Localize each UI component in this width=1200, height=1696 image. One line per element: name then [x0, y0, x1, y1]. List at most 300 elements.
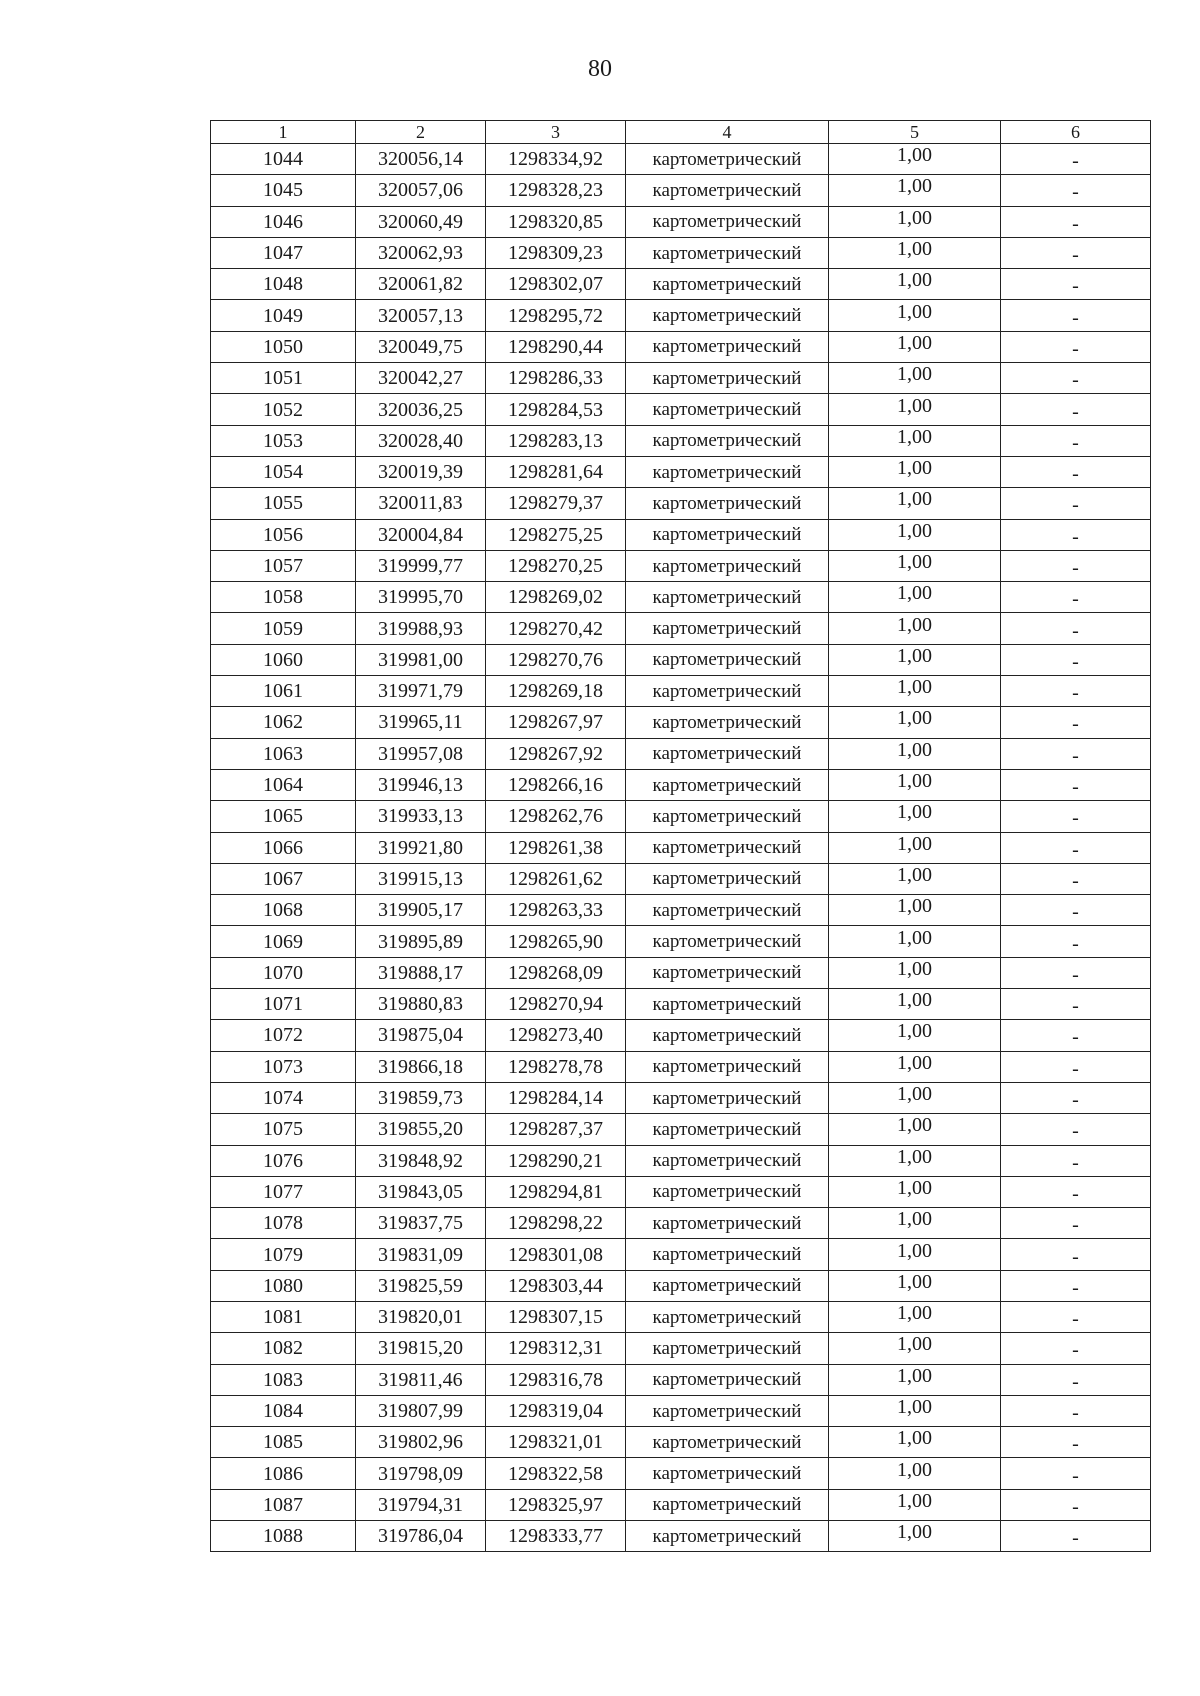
method-cell: картометрический [626, 926, 829, 957]
method-cell: картометрический [626, 488, 829, 519]
accuracy-cell: 1,00 [829, 769, 1001, 800]
x-coordinate-cell: 319807,99 [356, 1395, 486, 1426]
x-coordinate-cell: 319802,96 [356, 1427, 486, 1458]
method-cell: картометрический [626, 175, 829, 206]
y-coordinate-cell: 1298295,72 [486, 300, 626, 331]
y-coordinate-cell: 1298278,78 [486, 1051, 626, 1082]
accuracy-cell: 1,00 [829, 488, 1001, 519]
note-cell: - [1001, 895, 1151, 926]
table-row [211, 769, 1151, 800]
y-coordinate-cell: 1298319,04 [486, 1395, 626, 1426]
point-number-cell: 1076 [211, 1145, 356, 1176]
accuracy-cell: 1,00 [829, 1208, 1001, 1239]
accuracy-cell: 1,00 [829, 1489, 1001, 1520]
accuracy-cell: 1,00 [829, 957, 1001, 988]
table-row [211, 331, 1151, 362]
method-cell: картометрический [626, 769, 829, 800]
table-row [211, 488, 1151, 519]
table-row [211, 1489, 1151, 1520]
table-row [211, 1333, 1151, 1364]
note-cell: - [1001, 1051, 1151, 1082]
y-coordinate-cell: 1298321,01 [486, 1427, 626, 1458]
y-coordinate-cell: 1298273,40 [486, 1020, 626, 1051]
method-cell: картометрический [626, 300, 829, 331]
table-row [211, 1082, 1151, 1113]
point-number-cell: 1055 [211, 488, 356, 519]
note-cell: - [1001, 582, 1151, 613]
note-cell: - [1001, 1270, 1151, 1301]
method-cell: картометрический [626, 738, 829, 769]
y-coordinate-cell: 1298322,58 [486, 1458, 626, 1489]
column-header-2: 2 [356, 121, 486, 144]
method-cell: картометрический [626, 1270, 829, 1301]
y-coordinate-cell: 1298325,97 [486, 1489, 626, 1520]
point-number-cell: 1062 [211, 707, 356, 738]
point-number-cell: 1081 [211, 1301, 356, 1332]
method-cell: картометрический [626, 676, 829, 707]
method-cell: картометрический [626, 1145, 829, 1176]
point-number-cell: 1047 [211, 237, 356, 268]
accuracy-cell: 1,00 [829, 1051, 1001, 1082]
method-cell: картометрический [626, 144, 829, 175]
table-row [211, 832, 1151, 863]
method-cell: картометрический [626, 550, 829, 581]
table-row [211, 519, 1151, 550]
y-coordinate-cell: 1298267,97 [486, 707, 626, 738]
method-cell: картометрический [626, 801, 829, 832]
x-coordinate-cell: 319855,20 [356, 1114, 486, 1145]
note-cell: - [1001, 519, 1151, 550]
table-row [211, 550, 1151, 581]
y-coordinate-cell: 1298301,08 [486, 1239, 626, 1270]
accuracy-cell: 1,00 [829, 1270, 1001, 1301]
accuracy-cell: 1,00 [829, 1333, 1001, 1364]
point-number-cell: 1050 [211, 331, 356, 362]
point-number-cell: 1084 [211, 1395, 356, 1426]
table-body [211, 144, 1151, 1552]
table-row [211, 644, 1151, 675]
method-cell: картометрический [626, 331, 829, 362]
accuracy-cell: 1,00 [829, 1458, 1001, 1489]
y-coordinate-cell: 1298320,85 [486, 206, 626, 237]
note-cell: - [1001, 1208, 1151, 1239]
y-coordinate-cell: 1298267,92 [486, 738, 626, 769]
point-number-cell: 1056 [211, 519, 356, 550]
point-number-cell: 1071 [211, 989, 356, 1020]
table-row [211, 863, 1151, 894]
method-cell: картометрический [626, 237, 829, 268]
note-cell: - [1001, 237, 1151, 268]
note-cell: - [1001, 738, 1151, 769]
table-row [211, 425, 1151, 456]
note-cell: - [1001, 863, 1151, 894]
accuracy-cell: 1,00 [829, 863, 1001, 894]
method-cell: картометрический [626, 1208, 829, 1239]
note-cell: - [1001, 769, 1151, 800]
note-cell: - [1001, 206, 1151, 237]
note-cell: - [1001, 1082, 1151, 1113]
accuracy-cell: 1,00 [829, 1395, 1001, 1426]
table-row [211, 456, 1151, 487]
note-cell: - [1001, 269, 1151, 300]
accuracy-cell: 1,00 [829, 989, 1001, 1020]
x-coordinate-cell: 319995,70 [356, 582, 486, 613]
accuracy-cell: 1,00 [829, 394, 1001, 425]
y-coordinate-cell: 1298284,14 [486, 1082, 626, 1113]
note-cell: - [1001, 832, 1151, 863]
table-row [211, 582, 1151, 613]
x-coordinate-cell: 320004,84 [356, 519, 486, 550]
x-coordinate-cell: 319905,17 [356, 895, 486, 926]
y-coordinate-cell: 1298333,77 [486, 1521, 626, 1552]
method-cell: картометрический [626, 425, 829, 456]
note-cell: - [1001, 144, 1151, 175]
note-cell: - [1001, 801, 1151, 832]
method-cell: картометрический [626, 456, 829, 487]
note-cell: - [1001, 394, 1151, 425]
y-coordinate-cell: 1298270,94 [486, 989, 626, 1020]
x-coordinate-cell: 319831,09 [356, 1239, 486, 1270]
coordinates-table [210, 120, 1151, 1552]
note-cell: - [1001, 1521, 1151, 1552]
note-cell: - [1001, 488, 1151, 519]
column-header-3: 3 [486, 121, 626, 144]
point-number-cell: 1057 [211, 550, 356, 581]
point-number-cell: 1070 [211, 957, 356, 988]
point-number-cell: 1046 [211, 206, 356, 237]
y-coordinate-cell: 1298284,53 [486, 394, 626, 425]
x-coordinate-cell: 320057,06 [356, 175, 486, 206]
point-number-cell: 1082 [211, 1333, 356, 1364]
x-coordinate-cell: 320056,14 [356, 144, 486, 175]
note-cell: - [1001, 175, 1151, 206]
accuracy-cell: 1,00 [829, 676, 1001, 707]
point-number-cell: 1074 [211, 1082, 356, 1113]
x-coordinate-cell: 319859,73 [356, 1082, 486, 1113]
note-cell: - [1001, 425, 1151, 456]
note-cell: - [1001, 707, 1151, 738]
note-cell: - [1001, 1489, 1151, 1520]
method-cell: картометрический [626, 832, 829, 863]
y-coordinate-cell: 1298269,18 [486, 676, 626, 707]
method-cell: картометрический [626, 206, 829, 237]
x-coordinate-cell: 320036,25 [356, 394, 486, 425]
point-number-cell: 1044 [211, 144, 356, 175]
note-cell: - [1001, 300, 1151, 331]
y-coordinate-cell: 1298262,76 [486, 801, 626, 832]
y-coordinate-cell: 1298290,44 [486, 331, 626, 362]
point-number-cell: 1052 [211, 394, 356, 425]
x-coordinate-cell: 319933,13 [356, 801, 486, 832]
column-header-5: 5 [829, 121, 1001, 144]
note-cell: - [1001, 676, 1151, 707]
x-coordinate-cell: 319866,18 [356, 1051, 486, 1082]
point-number-cell: 1069 [211, 926, 356, 957]
accuracy-cell: 1,00 [829, 1082, 1001, 1113]
table-row [211, 363, 1151, 394]
x-coordinate-cell: 319895,89 [356, 926, 486, 957]
method-cell: картометрический [626, 613, 829, 644]
x-coordinate-cell: 319946,13 [356, 769, 486, 800]
point-number-cell: 1064 [211, 769, 356, 800]
table-row [211, 237, 1151, 268]
method-cell: картометрический [626, 1114, 829, 1145]
y-coordinate-cell: 1298275,25 [486, 519, 626, 550]
x-coordinate-cell: 320011,83 [356, 488, 486, 519]
table-row [211, 1051, 1151, 1082]
y-coordinate-cell: 1298316,78 [486, 1364, 626, 1395]
note-cell: - [1001, 550, 1151, 581]
y-coordinate-cell: 1298294,81 [486, 1176, 626, 1207]
x-coordinate-cell: 320049,75 [356, 331, 486, 362]
accuracy-cell: 1,00 [829, 425, 1001, 456]
y-coordinate-cell: 1298268,09 [486, 957, 626, 988]
note-cell: - [1001, 1427, 1151, 1458]
x-coordinate-cell: 319880,83 [356, 989, 486, 1020]
accuracy-cell: 1,00 [829, 1020, 1001, 1051]
header-row [211, 121, 1151, 144]
method-cell: картометрический [626, 1020, 829, 1051]
note-cell: - [1001, 1301, 1151, 1332]
note-cell: - [1001, 456, 1151, 487]
note-cell: - [1001, 613, 1151, 644]
table-row [211, 1521, 1151, 1552]
x-coordinate-cell: 319915,13 [356, 863, 486, 894]
accuracy-cell: 1,00 [829, 1145, 1001, 1176]
x-coordinate-cell: 319888,17 [356, 957, 486, 988]
method-cell: картометрический [626, 644, 829, 675]
note-cell: - [1001, 644, 1151, 675]
y-coordinate-cell: 1298279,37 [486, 488, 626, 519]
table-row [211, 676, 1151, 707]
y-coordinate-cell: 1298290,21 [486, 1145, 626, 1176]
table-row [211, 1208, 1151, 1239]
x-coordinate-cell: 319981,00 [356, 644, 486, 675]
method-cell: картометрический [626, 269, 829, 300]
x-coordinate-cell: 319811,46 [356, 1364, 486, 1395]
y-coordinate-cell: 1298270,76 [486, 644, 626, 675]
point-number-cell: 1059 [211, 613, 356, 644]
table-row [211, 1427, 1151, 1458]
x-coordinate-cell: 320042,27 [356, 363, 486, 394]
note-cell: - [1001, 1239, 1151, 1270]
table-row [211, 144, 1151, 175]
method-cell: картометрический [626, 957, 829, 988]
y-coordinate-cell: 1298303,44 [486, 1270, 626, 1301]
x-coordinate-cell: 319815,20 [356, 1333, 486, 1364]
note-cell: - [1001, 363, 1151, 394]
accuracy-cell: 1,00 [829, 1239, 1001, 1270]
accuracy-cell: 1,00 [829, 1427, 1001, 1458]
y-coordinate-cell: 1298269,02 [486, 582, 626, 613]
x-coordinate-cell: 320060,49 [356, 206, 486, 237]
y-coordinate-cell: 1298286,33 [486, 363, 626, 394]
y-coordinate-cell: 1298328,23 [486, 175, 626, 206]
accuracy-cell: 1,00 [829, 707, 1001, 738]
table-row [211, 1395, 1151, 1426]
point-number-cell: 1087 [211, 1489, 356, 1520]
x-coordinate-cell: 320057,13 [356, 300, 486, 331]
method-cell: картометрический [626, 1301, 829, 1332]
method-cell: картометрический [626, 1333, 829, 1364]
method-cell: картометрический [626, 895, 829, 926]
table-row [211, 206, 1151, 237]
method-cell: картометрический [626, 1176, 829, 1207]
x-coordinate-cell: 319786,04 [356, 1521, 486, 1552]
y-coordinate-cell: 1298312,31 [486, 1333, 626, 1364]
point-number-cell: 1080 [211, 1270, 356, 1301]
point-number-cell: 1065 [211, 801, 356, 832]
x-coordinate-cell: 320019,39 [356, 456, 486, 487]
table-row [211, 613, 1151, 644]
x-coordinate-cell: 319971,79 [356, 676, 486, 707]
point-number-cell: 1077 [211, 1176, 356, 1207]
point-number-cell: 1072 [211, 1020, 356, 1051]
method-cell: картометрический [626, 1521, 829, 1552]
accuracy-cell: 1,00 [829, 801, 1001, 832]
accuracy-cell: 1,00 [829, 300, 1001, 331]
point-number-cell: 1078 [211, 1208, 356, 1239]
point-number-cell: 1049 [211, 300, 356, 331]
note-cell: - [1001, 1176, 1151, 1207]
table-row [211, 926, 1151, 957]
method-cell: картометрический [626, 863, 829, 894]
table-row [211, 300, 1151, 331]
note-cell: - [1001, 1458, 1151, 1489]
accuracy-cell: 1,00 [829, 363, 1001, 394]
note-cell: - [1001, 1395, 1151, 1426]
point-number-cell: 1073 [211, 1051, 356, 1082]
point-number-cell: 1058 [211, 582, 356, 613]
accuracy-cell: 1,00 [829, 1301, 1001, 1332]
x-coordinate-cell: 319820,01 [356, 1301, 486, 1332]
accuracy-cell: 1,00 [829, 144, 1001, 175]
method-cell: картометрический [626, 582, 829, 613]
y-coordinate-cell: 1298334,92 [486, 144, 626, 175]
table-row [211, 1145, 1151, 1176]
x-coordinate-cell: 320061,82 [356, 269, 486, 300]
accuracy-cell: 1,00 [829, 644, 1001, 675]
note-cell: - [1001, 989, 1151, 1020]
point-number-cell: 1054 [211, 456, 356, 487]
x-coordinate-cell: 319875,04 [356, 1020, 486, 1051]
point-number-cell: 1053 [211, 425, 356, 456]
note-cell: - [1001, 1333, 1151, 1364]
x-coordinate-cell: 320028,40 [356, 425, 486, 456]
table-row [211, 394, 1151, 425]
accuracy-cell: 1,00 [829, 269, 1001, 300]
y-coordinate-cell: 1298307,15 [486, 1301, 626, 1332]
x-coordinate-cell: 319988,93 [356, 613, 486, 644]
x-coordinate-cell: 320062,93 [356, 237, 486, 268]
table-row [211, 1270, 1151, 1301]
coordinates-table-container [210, 120, 1150, 1552]
method-cell: картометрический [626, 989, 829, 1020]
point-number-cell: 1061 [211, 676, 356, 707]
table-row [211, 1020, 1151, 1051]
table-row [211, 738, 1151, 769]
column-header-1: 1 [211, 121, 356, 144]
y-coordinate-cell: 1298309,23 [486, 237, 626, 268]
point-number-cell: 1063 [211, 738, 356, 769]
table-row [211, 1239, 1151, 1270]
point-number-cell: 1083 [211, 1364, 356, 1395]
accuracy-cell: 1,00 [829, 1364, 1001, 1395]
accuracy-cell: 1,00 [829, 1176, 1001, 1207]
table-row [211, 895, 1151, 926]
method-cell: картометрический [626, 1051, 829, 1082]
accuracy-cell: 1,00 [829, 895, 1001, 926]
accuracy-cell: 1,00 [829, 331, 1001, 362]
y-coordinate-cell: 1298281,64 [486, 456, 626, 487]
accuracy-cell: 1,00 [829, 1114, 1001, 1145]
accuracy-cell: 1,00 [829, 456, 1001, 487]
point-number-cell: 1086 [211, 1458, 356, 1489]
method-cell: картометрический [626, 1082, 829, 1113]
method-cell: картометрический [626, 1364, 829, 1395]
table-row [211, 989, 1151, 1020]
point-number-cell: 1068 [211, 895, 356, 926]
y-coordinate-cell: 1298298,22 [486, 1208, 626, 1239]
point-number-cell: 1085 [211, 1427, 356, 1458]
note-cell: - [1001, 1364, 1151, 1395]
method-cell: картометрический [626, 1395, 829, 1426]
accuracy-cell: 1,00 [829, 237, 1001, 268]
x-coordinate-cell: 319843,05 [356, 1176, 486, 1207]
method-cell: картометрический [626, 1458, 829, 1489]
note-cell: - [1001, 1145, 1151, 1176]
accuracy-cell: 1,00 [829, 582, 1001, 613]
y-coordinate-cell: 1298261,38 [486, 832, 626, 863]
table-row [211, 1176, 1151, 1207]
table-row [211, 1301, 1151, 1332]
x-coordinate-cell: 319798,09 [356, 1458, 486, 1489]
y-coordinate-cell: 1298270,25 [486, 550, 626, 581]
note-cell: - [1001, 1020, 1151, 1051]
point-number-cell: 1066 [211, 832, 356, 863]
table-row [211, 175, 1151, 206]
method-cell: картометрический [626, 707, 829, 738]
y-coordinate-cell: 1298270,42 [486, 613, 626, 644]
x-coordinate-cell: 319794,31 [356, 1489, 486, 1520]
x-coordinate-cell: 319921,80 [356, 832, 486, 863]
method-cell: картометрический [626, 1489, 829, 1520]
method-cell: картометрический [626, 394, 829, 425]
point-number-cell: 1088 [211, 1521, 356, 1552]
method-cell: картометрический [626, 1427, 829, 1458]
accuracy-cell: 1,00 [829, 206, 1001, 237]
accuracy-cell: 1,00 [829, 1521, 1001, 1552]
y-coordinate-cell: 1298263,33 [486, 895, 626, 926]
x-coordinate-cell: 319965,11 [356, 707, 486, 738]
point-number-cell: 1075 [211, 1114, 356, 1145]
table-header [211, 121, 1151, 144]
point-number-cell: 1060 [211, 644, 356, 675]
x-coordinate-cell: 319837,75 [356, 1208, 486, 1239]
accuracy-cell: 1,00 [829, 613, 1001, 644]
note-cell: - [1001, 1114, 1151, 1145]
table-row [211, 707, 1151, 738]
accuracy-cell: 1,00 [829, 519, 1001, 550]
table-row [211, 269, 1151, 300]
method-cell: картометрический [626, 519, 829, 550]
column-header-4: 4 [626, 121, 829, 144]
point-number-cell: 1051 [211, 363, 356, 394]
x-coordinate-cell: 319848,92 [356, 1145, 486, 1176]
y-coordinate-cell: 1298266,16 [486, 769, 626, 800]
table-row [211, 801, 1151, 832]
method-cell: картометрический [626, 1239, 829, 1270]
